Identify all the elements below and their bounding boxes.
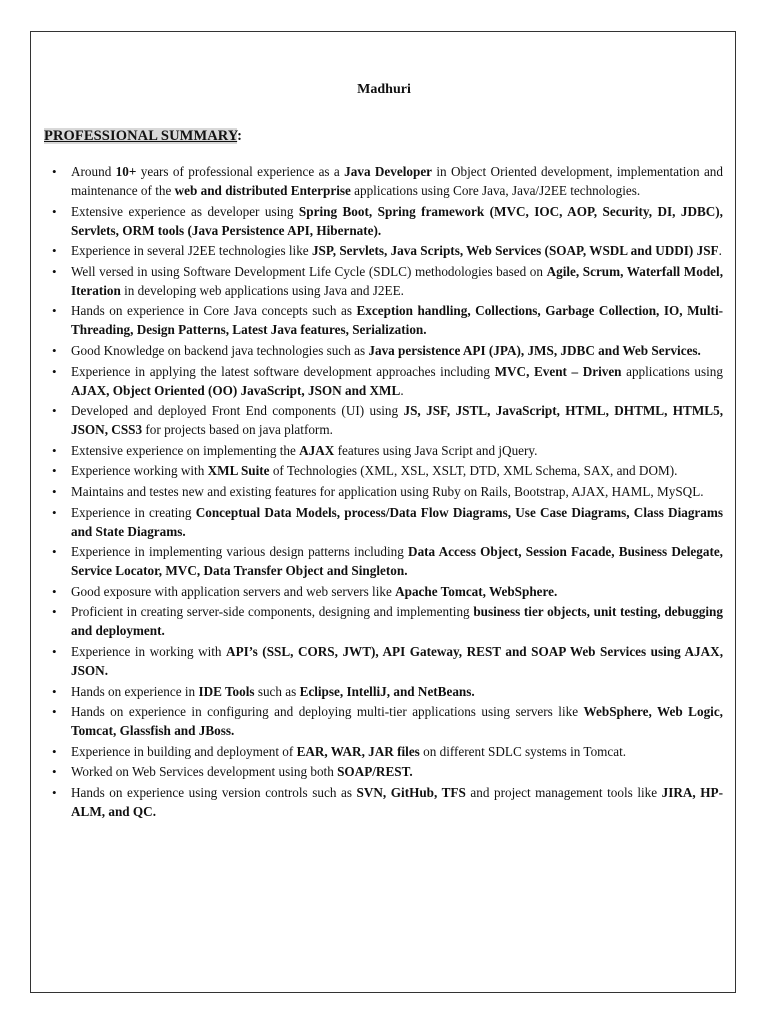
bullet-text: years of professional experience as a <box>136 164 345 179</box>
summary-bullet <box>50 461 723 480</box>
bullet-bold-text: web and distributed Enterprise <box>174 183 351 198</box>
summary-bullet <box>50 503 723 541</box>
bullet-dot-icon: • <box>52 363 57 379</box>
summary-bullet <box>50 482 723 501</box>
bullet-dot-icon: • <box>52 604 57 620</box>
bullet-text: Experience in working with <box>71 643 227 659</box>
bullet-text: Experience in applying the latest software development approaches including <box>71 363 495 379</box>
bullet-bold-text: Spring Boot, Spring framework (MVC, IOC, AOP, Security, DI, JDBC), Servlets, ORM tools (Java Persistence API, Hibernate). <box>71 203 723 238</box>
bullet-text: on different SDLC systems in Tomcat. <box>419 743 627 759</box>
bullet-dot-icon: • <box>52 483 57 499</box>
bullet-bold-text: IDE Tools <box>198 683 255 699</box>
bullet-text: . <box>400 382 404 398</box>
bullet-text: of Technologies (XML, XSL, XSLT, DTD, XML Schema, SAX, and DOM). <box>269 463 678 479</box>
bullet-text: applications using Core Java, Java/J2EE technologies. <box>350 183 641 198</box>
bullet-text: in Object Oriented development, implementation and maintenance of the <box>71 164 723 198</box>
bullet-dot-icon: • <box>52 764 57 780</box>
bullet-bold-text: Java Developer <box>344 164 433 179</box>
bullet-dot-icon: • <box>52 463 57 479</box>
bullet-bold-text: Data Access Object, Session Facade, Business Delegate, Service Locator, MVC, Data Transfer Object and Singleton. <box>71 544 723 579</box>
bullet-text: Experience in several J2EE technologies like <box>71 243 312 259</box>
bullet-bold-text: Conceptual Data Models, process/Data Flow Diagrams, Use Case Diagrams, Class Diagrams and State Diagrams. <box>71 504 723 539</box>
summary-bullet <box>50 642 723 680</box>
bullet-text: Well versed in using Software Development Life Cycle (SDLC) methodologies based on <box>71 263 547 279</box>
bullet-bold-text: Eclipse, IntelliJ, and NetBeans. <box>299 683 475 699</box>
bullet-dot-icon: • <box>52 442 57 458</box>
bullet-bold-text: JIRA, HP-ALM, and QC. <box>71 784 723 819</box>
bullet-dot-icon: • <box>52 583 57 599</box>
bullet-dot-icon: • <box>52 504 57 520</box>
bullet-text: Hands on experience using version controls such as <box>71 784 357 800</box>
bullet-bold-text: SVN, GitHub, TFS <box>356 784 466 800</box>
bullet-bold-text: JS, JSF, JSTL, JavaScript, HTML, DHTML, HTML5, JSON, CSS3 <box>71 403 723 438</box>
summary-bullet <box>50 682 723 701</box>
bullet-bold-text: XML Suite <box>207 463 270 479</box>
bullet-bold-text: Apache Tomcat, WebSphere. <box>395 583 558 599</box>
summary-bullet <box>50 262 723 300</box>
bullet-text: in developing web applications using Java and J2EE. <box>120 282 404 298</box>
bullet-bold-text: 10+ <box>115 164 137 179</box>
bullet-text: Experience in creating <box>71 504 196 520</box>
candidate-name: Madhuri <box>357 82 411 97</box>
bullet-text: Maintains and testes new and existing features for application using Ruby on Rails, Bootstrap, AJAX, HAML, MySQL. <box>71 483 704 499</box>
summary-bullet <box>50 341 723 360</box>
bullet-bold-text: Agile, Scrum, Waterfall Model, Iteration <box>71 263 723 298</box>
bullet-dot-icon: • <box>52 704 57 720</box>
bullet-text: features using Java Script and jQuery. <box>334 442 538 458</box>
bullet-dot-icon: • <box>52 403 57 419</box>
bullet-dot-icon: • <box>52 164 57 179</box>
bullet-bold-text: WebSphere, Web Logic, Tomcat, Glassfish and JBoss. <box>71 704 723 739</box>
section-heading-text: PROFESSIONAL SUMMARY <box>44 128 238 144</box>
bullet-text: Hands on experience in Core Java concepts such as <box>71 303 357 319</box>
bullet-text: such as <box>254 683 300 699</box>
bullet-text: Good Knowledge on backend java technologies such as <box>71 342 369 358</box>
bullet-bold-text: Java persistence API (JPA), JMS, JDBC and Web Services. <box>368 342 701 358</box>
bullet-bold-text: JSP, Servlets, Java Scripts, Web Services (SOAP, WSDL and UDDI) JSF <box>311 243 719 259</box>
bullet-dot-icon: • <box>52 683 57 699</box>
bullet-dot-icon: • <box>52 743 57 759</box>
bullet-text: Proficient in creating server-side components, designing and implementing <box>71 604 474 620</box>
summary-bullet <box>50 542 723 580</box>
summary-bullet <box>50 742 723 761</box>
bullet-bold-text: AJAX <box>299 442 335 458</box>
bullet-dot-icon: • <box>52 784 57 800</box>
summary-bullet <box>50 401 723 439</box>
bullet-dot-icon: • <box>52 203 57 219</box>
bullet-bold-text: Exception handling, Collections, Garbage Collection, IO, Multi-Threading, Design Patterns, Latest Java features, Serialization. <box>71 303 724 338</box>
summary-bullet <box>50 602 723 640</box>
summary-bullet <box>50 362 723 400</box>
summary-bullet-list <box>50 162 723 822</box>
bullet-dot-icon: • <box>52 243 57 259</box>
bullet-text: Experience in implementing various design patterns including <box>71 544 409 560</box>
bullet-text: Hands on experience in configuring and deploying multi-tier applications using servers like <box>71 704 584 720</box>
summary-bullet <box>50 762 723 781</box>
bullet-text: Extensive experience as developer using <box>71 203 299 219</box>
summary-bullet <box>50 441 723 460</box>
bullet-bold-text: SOAP/REST. <box>337 764 413 780</box>
section-heading-colon: : <box>237 128 243 144</box>
bullet-text: and project management tools like <box>465 784 662 800</box>
bullet-text: applications using <box>621 363 723 379</box>
bullet-text: for projects based on java platform. <box>142 422 333 438</box>
bullet-text: Around <box>71 164 116 179</box>
summary-bullet <box>50 162 723 200</box>
bullet-bold-text: AJAX, Object Oriented (OO) JavaScript, JSON and XML <box>71 382 401 398</box>
bullet-bold-text: business tier objects, unit testing, debugging and deployment. <box>71 604 723 639</box>
section-heading <box>44 128 242 145</box>
bullet-bold-text: EAR, WAR, JAR files <box>296 743 420 759</box>
bullet-dot-icon: • <box>52 303 57 319</box>
summary-bullet <box>50 582 723 601</box>
summary-bullet <box>50 241 723 260</box>
summary-bullet <box>50 702 723 740</box>
summary-bullet <box>50 301 723 339</box>
summary-bullet <box>50 202 723 240</box>
bullet-text: Extensive experience on implementing the <box>71 442 300 458</box>
bullet-text: Hands on experience in <box>71 683 199 699</box>
bullet-dot-icon: • <box>52 544 57 560</box>
bullet-text: Experience working with <box>71 463 208 479</box>
bullet-dot-icon: • <box>52 643 57 659</box>
bullet-dot-icon: • <box>52 342 57 358</box>
bullet-text: . <box>718 243 722 259</box>
bullet-text: Experience in building and deployment of <box>71 743 297 759</box>
bullet-text: Good exposure with application servers and web servers like <box>71 583 396 599</box>
bullet-bold-text: MVC, Event – Driven <box>494 363 622 379</box>
bullet-bold-text: API’s (SSL, CORS, JWT), API Gateway, REST and SOAP Web Services using AJAX, JSON. <box>71 643 723 678</box>
bullet-text: Developed and deployed Front End components (UI) using <box>71 403 404 419</box>
bullet-text: Worked on Web Services development using both <box>71 764 338 780</box>
bullet-dot-icon: • <box>52 263 57 279</box>
summary-bullet <box>50 783 723 821</box>
